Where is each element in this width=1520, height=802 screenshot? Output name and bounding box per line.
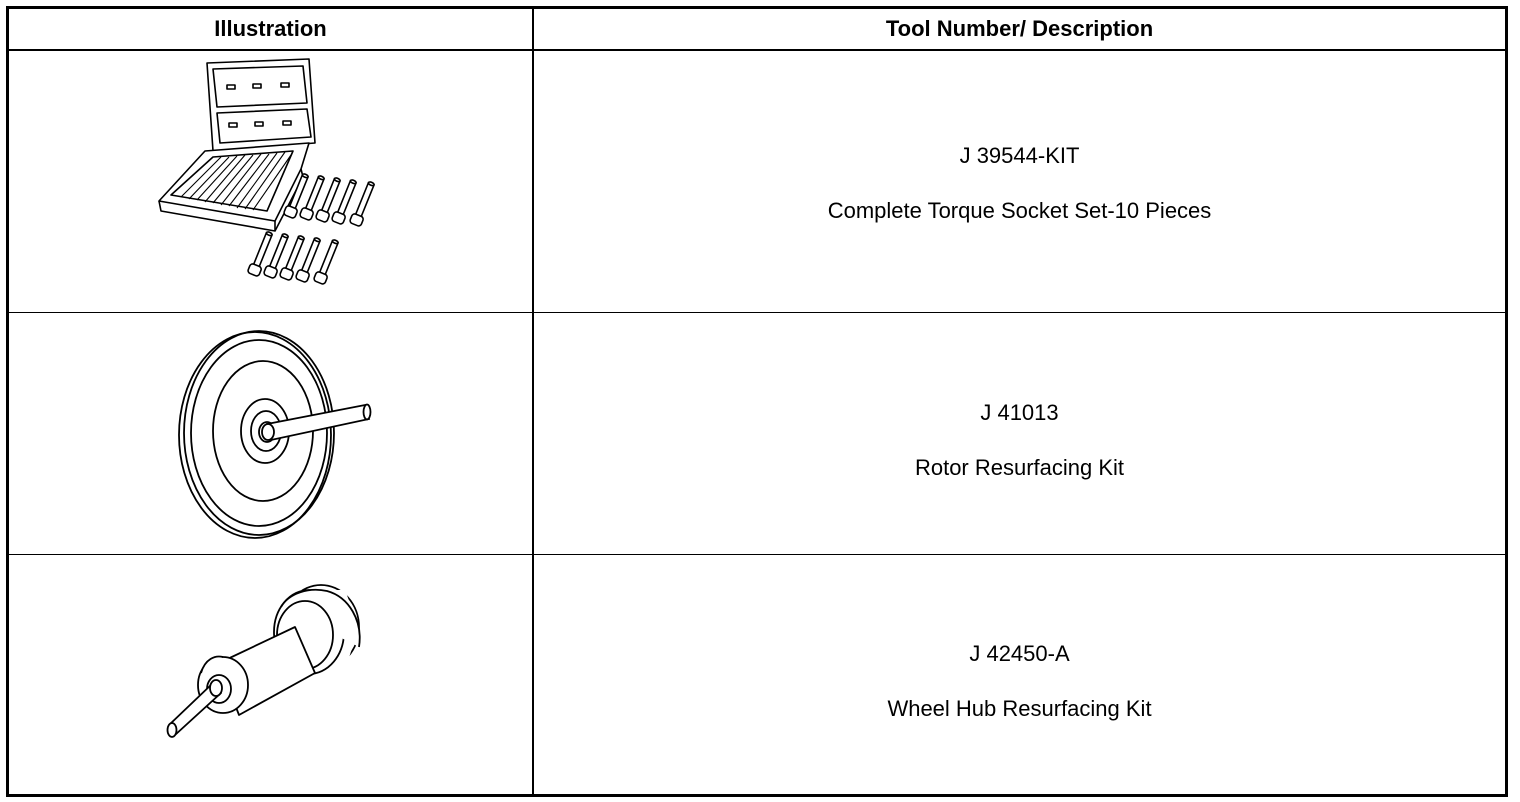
- table-row: [9, 51, 1505, 313]
- illustration-cell: [9, 313, 532, 554]
- tool-description: Wheel Hub Resurfacing Kit: [887, 696, 1152, 721]
- illustration-cell: [9, 51, 532, 312]
- header-description: Tool Number/ Description: [885, 16, 1154, 41]
- table-header: [9, 9, 1505, 51]
- illustration-cell: [9, 555, 532, 794]
- description-cell: [534, 555, 1505, 794]
- tool-number: J 39544-KIT: [959, 143, 1080, 168]
- tool-table: [6, 6, 1508, 797]
- table-row: [9, 313, 1505, 555]
- tool-number: J 41013: [980, 400, 1059, 425]
- table-row: [9, 555, 1505, 794]
- tool-number: J 42450-A: [969, 641, 1070, 666]
- wheel-hub-resurfacing-kit-icon: [9, 555, 532, 794]
- tool-description: Rotor Resurfacing Kit: [914, 455, 1125, 480]
- tool-description: Complete Torque Socket Set-10 Pieces: [827, 198, 1212, 223]
- header-illustration: Illustration: [214, 16, 327, 41]
- rotor-resurfacing-kit-icon: [9, 313, 532, 555]
- torque-socket-set-icon: [9, 51, 532, 313]
- column-divider: [532, 9, 534, 794]
- description-cell: [534, 313, 1505, 554]
- description-cell: [534, 51, 1505, 312]
